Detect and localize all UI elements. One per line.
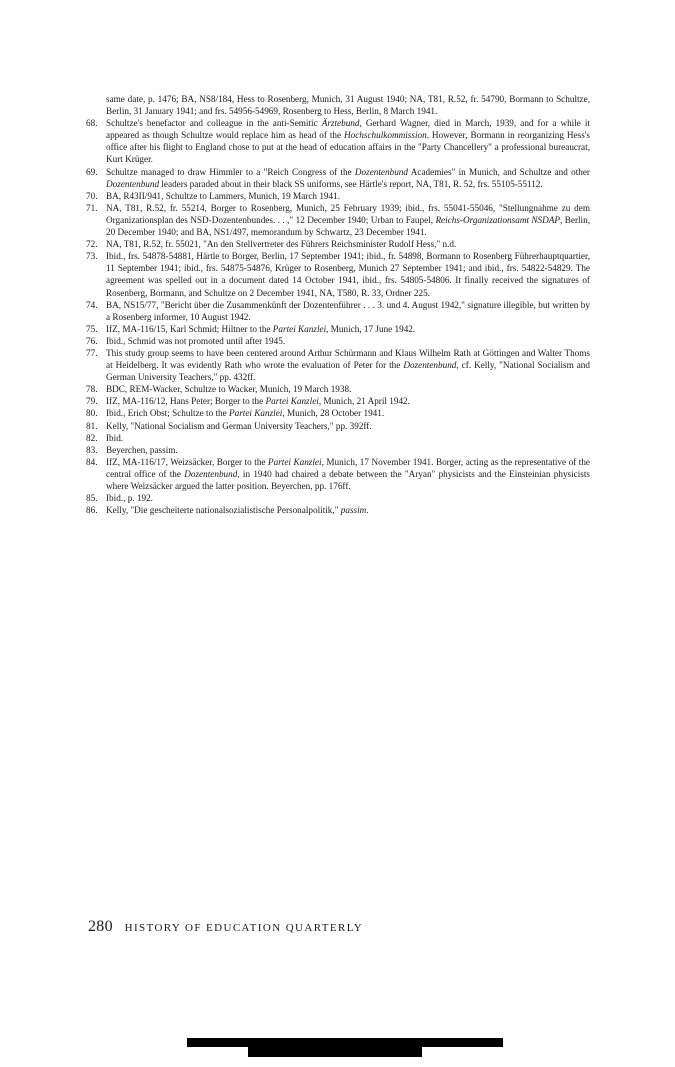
endnote-italic-text: Dozentenbund (184, 468, 238, 479)
endnote (86, 504, 590, 516)
endnote-text-run: Kelly, "National Socialism and German University Teachers," pp. 392ff. (106, 420, 372, 431)
endnote-italic-text: Partei Kanzlei (265, 396, 319, 407)
endnote-text-run: NA, T81, R.52, fr. 55021, "An den Stellvertreter des Führers Reichsminister Rudolf Hess," n.d. (106, 239, 457, 250)
endnote-text (106, 408, 384, 418)
endnote-text (106, 300, 590, 322)
endnote (86, 432, 590, 444)
endnote-number: 71. (86, 202, 98, 213)
endnote (86, 335, 590, 347)
endnote-text-run: IfZ, MA-116/12, Hans Peter; Borger to the (106, 396, 266, 407)
endnote-italic-text: Partei Kanzlei (268, 456, 322, 467)
endnote (86, 166, 590, 190)
endnote-text-run: Ibid., frs. 54878-54881, Härtle to Borger, Berlin, 17 September 1941; ibid., fr. 54898, Bormann to Rosenberg Führerhauptquartier, 11 September 1941; ibid., frs. 54875-54876, Krüger to Rosenberg, Munich 27 September 1941; and ibid., frs. 54822-54829. The agreement was spelled out in a document dated 14 October 1941, ibid., frs. 54805-54806. It finally received the signatures of Rosenberg, Bormann, and Schultze on 2 December 1941, NA, T580, R. 33, Ordner 225. (106, 251, 590, 298)
endnote-text (106, 203, 590, 237)
endnote-italic-text: passim (340, 505, 367, 516)
journal-title: HISTORY OF EDUCATION QUARTERLY (124, 922, 364, 934)
endnote-number: 86. (86, 505, 98, 516)
endnote-text-run: , in 1940 had chaired a debate between the "Aryan" physicists and the Einsteinian physicists where Weizsäcker argued the latter position. Beyerchen, pp. 176ff. (106, 468, 591, 491)
endnote-text-run: leaders paraded about in their black SS uniforms, see Härtle's report, NA, T81, R. 52, frs. 55105-55112. (159, 178, 543, 189)
endnote-number: 70. (86, 190, 98, 201)
endnote-italic-text: Hochschulkommission (344, 130, 427, 141)
endnote-text-run: , Munich, 17 November 1941. Borger, acting as the representative of the central office of the (106, 456, 591, 479)
endnote (86, 117, 590, 165)
endnote-text-run: . (366, 505, 369, 516)
endnote (86, 93, 590, 117)
endnote-text (106, 324, 415, 334)
endnote-number: 81. (86, 420, 98, 431)
endnote (86, 323, 590, 335)
endnote-text-run: BDC, REM-Wacker, Schultze to Wacker, Munich, 19 March 1938. (106, 384, 352, 395)
endnote (86, 250, 590, 298)
scan-artifact-bar-top (187, 1038, 503, 1047)
endnote-text-run: , Munich, 21 April 1942. (318, 396, 410, 407)
endnote-text (106, 167, 590, 189)
endnote-text (106, 384, 351, 394)
endnote-italic-text: Partei Kanzlei (229, 408, 283, 419)
endnote-text (106, 191, 340, 201)
endnote-text-run: BA, R43II/941, Schultze to Lammers, Munich, 19 March 1941. (106, 190, 340, 201)
endnote-text (106, 445, 178, 455)
endnote-number: 68. (86, 118, 98, 129)
endnotes (86, 93, 590, 516)
endnote-number: 69. (86, 166, 98, 177)
endnote-text (106, 505, 369, 515)
endnote-text-run: Academies" in Munich, and Schultze and other (407, 166, 590, 177)
endnote-text (106, 94, 590, 116)
endnote-text (106, 251, 590, 297)
page-footer (88, 918, 363, 936)
endnote-text-run: , Berlin, 20 December 1940; and BA, NS1/497, memorandum by Schwartz, 23 December 1941. (106, 214, 591, 238)
endnote (86, 202, 590, 238)
endnote-text (106, 421, 372, 431)
endnote-number: 77. (86, 347, 98, 358)
endnote-text (106, 396, 410, 406)
endnote-text (106, 433, 123, 443)
endnote-number: 75. (86, 323, 98, 334)
endnote-text-run: IfZ, MA-116/15, Karl Schmid; Hiltner to the (106, 323, 273, 334)
endnote-text (106, 493, 153, 503)
endnote-text-run: Ibid. (106, 432, 124, 443)
endnote-text-run: BA, NS15/77, "Bericht über die Zusammenkünft der Dozentenführer . . . 3. und 4. August 1942," signature illegible, but written by a Rosenberg informer, 10 August 1942. (106, 299, 590, 322)
endnote (86, 383, 590, 395)
endnote-number: 84. (86, 456, 98, 467)
endnote-italic-text: Dozentenbund (403, 360, 457, 371)
endnote-italic-text: Ärztebund (321, 118, 360, 129)
endnote (86, 444, 590, 456)
endnote-text-run: , Munich, 28 October 1941. (282, 408, 385, 419)
endnote-number: 83. (86, 444, 98, 455)
endnote-number: 72. (86, 239, 98, 250)
endnote-text (106, 239, 456, 249)
endnote-number: 79. (86, 396, 98, 407)
endnote-number: 76. (86, 335, 98, 346)
endnote-italic-text: Dozentenbund (106, 178, 160, 189)
endnote (86, 238, 590, 250)
endnote-text-run: same date, p. 1476; BA, NS8/184, Hess to Rosenberg, Munich, 31 August 1940; NA, T81, R.52, fr. 54790, Bormann to Schultze, Berlin, 31 January 1941; and frs. 54956-54969, Rosenberg to Hess, Berlin, 8 March 1941. (106, 94, 590, 117)
endnote-number: 73. (86, 251, 98, 262)
endnote-text (106, 457, 590, 491)
endnote (86, 456, 590, 492)
endnote (86, 190, 590, 202)
endnote (86, 347, 590, 383)
endnote-italic-text: Dozentenbund (354, 166, 408, 177)
page-number: 280 (88, 918, 113, 935)
endnote-text-run: This study group seems to have been centered around Arthur Schürmann and Klaus Wilhelm Rath at Göttingen and Walter Thoms at Heidelberg. It was evidently Rath who wrote the evaluation of Peter for the (106, 347, 590, 371)
endnote-text-run: , Gerhard Wagner, died in March, 1939, and for a while it appeared as though Schultze would replace him as head of the (106, 118, 591, 141)
endnote-text (106, 118, 590, 164)
endnote-text-run: Ibid., Erich Obst; Schultze to the (106, 408, 229, 419)
endnote-italic-text: Partei Kanzlei (272, 323, 327, 334)
endnote-text-run: , cf. Kelly, "National Socialism and German University Teachers," pp. 432ff. (106, 360, 590, 383)
endnote-text (106, 336, 285, 346)
endnote-text-run: Schultze's benefactor and colleague in the anti-Semitic (106, 118, 322, 129)
endnote-italic-text: Reichs-Organizationsamt NSDAP (435, 214, 561, 225)
endnote (86, 492, 590, 504)
endnote-text-run: Ibid., p. 192. (106, 493, 153, 504)
scan-artifact-bar-bottom (248, 1047, 422, 1057)
endnote (86, 407, 590, 419)
endnote (86, 299, 590, 323)
endnote-number: 74. (86, 299, 98, 310)
endnote-number: 78. (86, 384, 98, 395)
endnote-number: 82. (86, 432, 98, 443)
endnote (86, 395, 590, 407)
endnote-text-run: Kelly, "Die gescheiterte nationalsozialistische Personalpolitik," (106, 505, 341, 516)
endnote-text (106, 348, 590, 382)
endnote-text-run: Schultze managed to draw Himmler to a "Reich Congress of the (106, 166, 355, 177)
endnote-text-run: NA, T81, R.52, fr. 55214, Borger to Rosenberg, Munich, 25 February 1939; ibid., frs. 55041-55046, "Stellungnahme zu dem Organizationsplan des NSD-Dozentenbundes. . . ," 12 December 1940; Urban to Faupel, (106, 202, 590, 225)
endnote-text-run: , Munich, 17 June 1942. (326, 323, 416, 334)
endnote-text-run: Beyerchen, passim. (106, 444, 178, 455)
endnote-text-run: . However, Bormann in reorganizing Hess's office after his flight to England chose to put at the head of education affairs in the "Party Chancellery" a professional bureaucrat, Kurt Krüger. (106, 130, 590, 165)
endnote-text-run: IfZ, MA-116/17, Weizsäcker, Borger to the (106, 456, 269, 467)
endnote-number: 80. (86, 408, 98, 419)
endnote-number: 85. (86, 493, 98, 504)
endnote-text-run: Ibid., Schmid was not promoted until after 1945. (106, 335, 286, 346)
endnote (86, 420, 590, 432)
